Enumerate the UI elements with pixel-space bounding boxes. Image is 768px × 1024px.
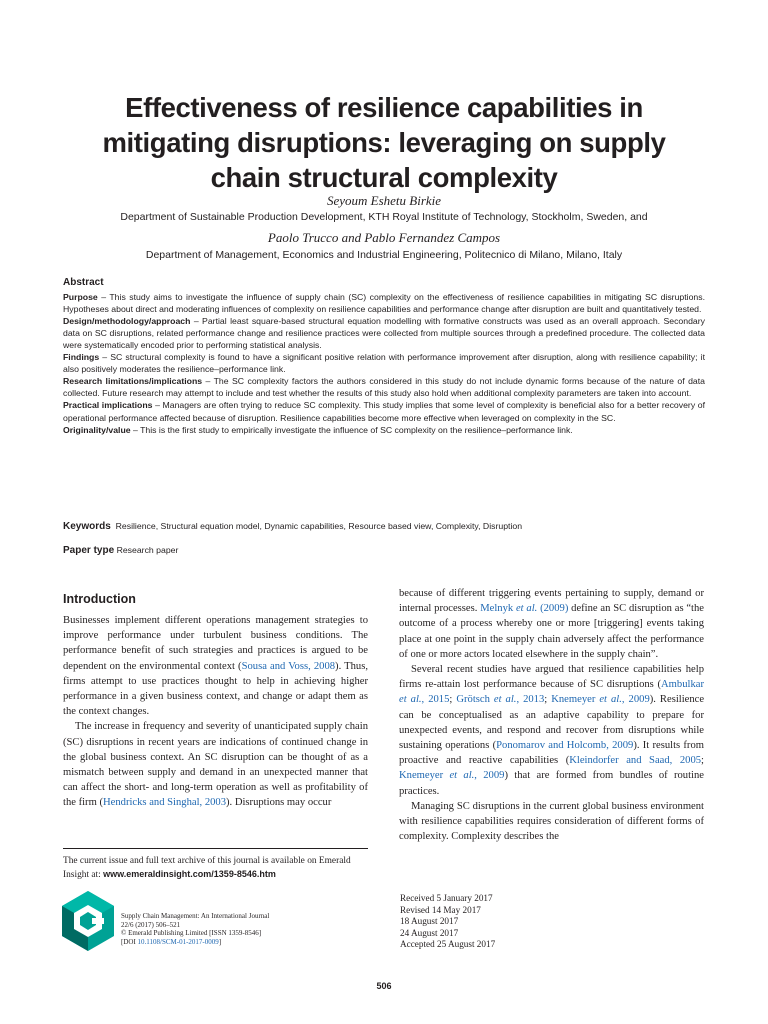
paper-title [60,90,708,195]
abstract-section [63,399,705,423]
page-number: 506 [376,981,392,991]
journal-copyright: © Emerald Publishing Limited [ISSN 1359-8546] [121,929,262,938]
body-column-left [63,613,368,811]
abstract-section [63,375,705,399]
citation-link[interactable]: , 2009 [621,694,650,706]
journal-info [121,912,269,947]
abstract-section-label: Research limitations/implications [63,376,203,387]
received-date-line: Accepted 25 August 2017 [400,939,496,949]
author-1: Seyoum Eshetu Birkie [326,193,442,208]
footnote-divider [63,848,368,849]
archive-note-text: The current issue and full text archive of this journal is available on Emerald Insight at: [63,856,351,880]
received-date-line: 18 August 2017 [400,916,459,926]
abstract-section-text: – SC structural complexity is found to have a significant positive relation with performance improvement after disruption, along with resilience capability; it also positively moderates the resilience–performance link. [63,352,705,375]
abstract [63,277,705,436]
citation-link[interactable]: , 2009 [474,770,505,782]
archive-note [63,855,373,882]
affiliation-2: Department of Management, Economics and Industrial Engineering, Politecnico di Milano, Milano, Italy [145,249,623,261]
journal-doi [121,938,269,947]
abstract-sections [63,291,705,436]
keywords-label: Keywords [63,521,111,532]
body-paragraph [63,613,368,719]
abstract-section-text: – The SC complexity factors the authors considered in this study do not include dynamic forms because of the nature of data collected. Future research may attempt to include and test whether the results of this study also hold when additional complexity parameters are taken into account. [63,376,706,399]
title-line: chain structural complexity [210,162,558,193]
citation-link[interactable]: Melnyk [480,603,516,615]
body-text: Several recent studies have argued that resilience capabilities help firms re-attain lost performance because of SC disruptions ( [399,664,704,691]
body-text: ). It results from proactive and reactive capabilities ( [399,740,704,767]
abstract-section-text: – This is the first study to empirically investigate the influence of SC complexity on the resilience–performance link. [130,424,573,435]
body-text: ; [449,694,457,706]
section-heading-introduction: Introduction [63,592,136,606]
abstract-section [63,315,705,351]
emerald-publishing-logo [62,891,114,951]
title-line: mitigating disruptions: leveraging on supply [102,127,666,158]
abstract-section-label: Findings [63,352,100,363]
body-text: Businesses implement different operations management strategies to improve performance under turbulent business conditions. The performance benefit of such strategies and practices is argued to be dependent on the environmental context ( [63,615,368,672]
received-date-line: Received 5 January 2017 [400,893,493,903]
body-text: ; [544,694,552,706]
received-dates [400,893,495,951]
abstract-section-label: Practical implications [63,400,153,411]
citation-link[interactable]: et al. [515,603,538,615]
body-column-right [399,586,704,844]
received-date-line: 24 August 2017 [400,927,459,938]
archive-url-link[interactable]: www.emeraldinsight.com/1359-8546.htm [103,869,276,879]
abstract-section-label: Purpose [63,292,98,303]
abstract-section [63,424,705,436]
body-paragraph [63,719,368,810]
citation-link[interactable]: , 2015 [421,694,450,706]
citation-link[interactable]: Sousa and Voss, 2008 [241,660,336,672]
body-text: define an SC disruption as “the outcome of a process whereby one or more [triggering] events taking place at one point in the supply chain adversely affect the performance of one or more actors located elsewhere in the supply chain”. [399,603,705,660]
author-2: Paolo Trucco and Pablo Fernandez Campos [267,230,501,245]
paper-type [63,545,178,556]
body-text: Managing SC disruptions in the current global business environment with resilience capabilities requires consideration of different forms of complexity. Complexity describes the [399,800,704,843]
citation-link[interactable]: Knemeyer [551,694,600,706]
citation-link[interactable]: Ponomarov and Holcomb, 2009 [496,740,634,752]
keywords [63,521,705,532]
body-paragraph [399,586,704,662]
citation-link[interactable]: Grötsch [456,694,494,706]
journal-volume: 22/6 (2017) 506–521 [121,920,181,929]
body-paragraph [399,799,704,845]
citation-link[interactable]: et al. [599,694,622,706]
body-text: because of different triggering events pertaining to supply, demand or internal processes. [399,588,704,615]
abstract-section [63,291,705,315]
affiliation-1: Department of Sustainable Production Development, KTH Royal Institute of Technology, Stockholm, Sweden, and [120,211,648,223]
body-text: ). Resilience can be conceptualised as an adaptive capability to prepare for unexpected events, and respond and recover from disruptions while sustaining operations ( [399,694,705,752]
body-paragraph [399,662,704,799]
citation-link[interactable]: Knemeyer [399,770,450,782]
citation-link[interactable]: , 2013 [516,694,545,706]
abstract-section-label: Originality/value [63,424,131,435]
journal-name: Supply Chain Management: An International Journal [121,912,270,920]
citation-link[interactable]: Hendricks and Singhal, 2003 [103,797,227,809]
citation-link[interactable]: et al. [399,694,422,706]
body-text: ) that are formed from bundles of routine practices. [399,770,704,797]
doi-link[interactable]: 10.1108/SCM-01-2017-0009 [137,938,219,947]
citation-link[interactable]: et al. [449,770,475,782]
abstract-heading: Abstract [63,277,104,288]
body-text: ). Disruptions may occur [226,797,332,809]
received-date-line: Revised 14 May 2017 [400,904,481,915]
citation-link[interactable]: (2009) [537,603,569,615]
body-text: The increase in frequency and severity of unanticipated supply chain (SC) disruptions in recent years are indications of continued change in the global business context. An SC disruption can be thought of as a mismatch between supply and demand in an unexpected manner that can affect the short- and long-term operation as well as profitability of the firm ( [63,721,368,809]
body-text: ; [701,755,704,767]
paper-type-text: Research paper [116,545,179,555]
abstract-section-label: Design/methodology/approach [63,316,191,327]
abstract-section-text: – This study aims to investigate the influence of supply chain (SC) complexity on the effectiveness of resilience capabilities in mitigating SC disruptions. Hypotheses about direct and moderating influences of complexity on resilience capabilities and performance change after disruption are built and quantitatively tested. [63,292,705,315]
paper-type-label: Paper type [63,545,115,556]
doi-suffix: ] [218,938,222,947]
abstract-section-text: – Partial least square-based structural equation modelling with formative constructs was used as an overall approach. Secondary data on SC disruptions, related performance change and resilience practices were collected from multiple sources through a predefined procedure. The collected data were systematically encoded prior to performing statistical analysis. [63,316,705,351]
keywords-text: Resilience, Structural equation model, Dynamic capabilities, Resource based view, Complexity, Disruption [115,521,523,531]
citation-link[interactable]: et al. [493,694,517,706]
abstract-section-text: – Managers are often trying to reduce SC complexity. This study implies that some level of complexity is beneficial also for a better recovery of operational performance affected because of disruption. Resilience capabilities become more effective when leveraged on complexity in the SC. [63,400,705,423]
citation-link[interactable]: Kleindorfer and Saad, 2005 [569,755,702,767]
citation-link[interactable]: Ambulkar [661,679,704,691]
title-line: Effectiveness of resilience capabilities in [125,92,643,123]
body-text: ). Thus, firms attempt to use practices thought to help in achieving higher performance in a given business context, and change or adapt them as the context changes. [63,660,368,718]
doi-prefix: [DOI [121,938,138,947]
abstract-section [63,351,705,375]
